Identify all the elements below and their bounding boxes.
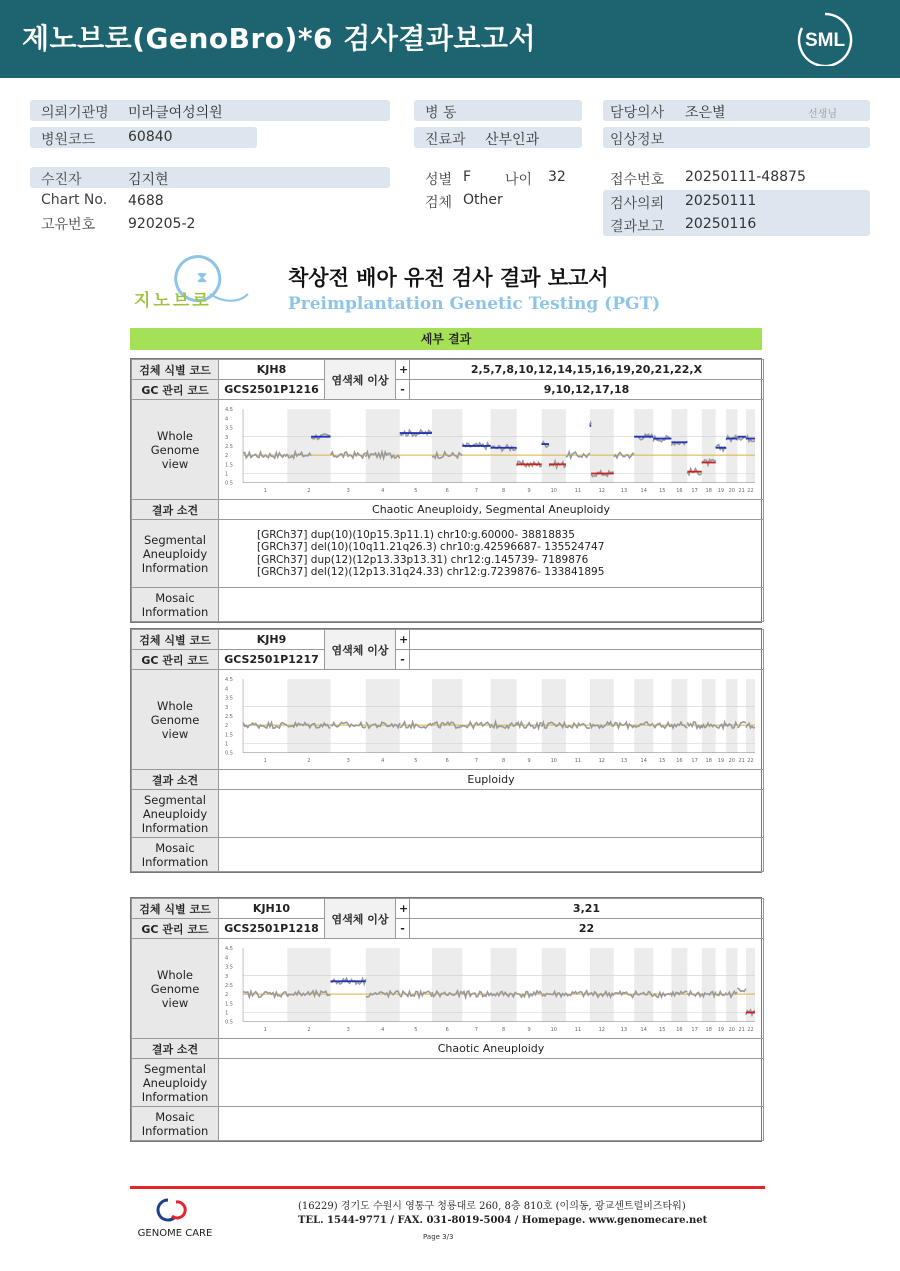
segmental-label-line: Information — [141, 1089, 209, 1104]
gc-code-label: GC 관리 코드 — [132, 650, 219, 670]
y-tick-label: 0.5 — [225, 1019, 233, 1026]
sample-table — [130, 897, 762, 1142]
whole-genome-label-line: view — [161, 726, 189, 741]
finding-value: Chaotic Aneuploidy — [219, 1039, 764, 1059]
sample-code-value: KJH10 — [219, 899, 325, 919]
footer-contact: TEL. 1544-9771 / FAX. 031-8019-5004 / Homepage. www.genomecare.net — [298, 1215, 708, 1226]
footer-address: (16229) 경기도 수원시 영통구 청룡대로 260, 8층 810호 (이의동, 광교센트럴비즈타워) — [298, 1201, 686, 1212]
chromosome-band — [726, 948, 737, 1022]
sample-code-value: KJH9 — [219, 630, 325, 650]
x-tick-label: 10 — [550, 1026, 557, 1033]
y-tick-label: 4.5 — [225, 676, 233, 683]
chart-label: Chart No. — [41, 192, 108, 208]
chrom-abn-label: 염색체 이상 — [325, 630, 396, 670]
y-tick-label: 3.5 — [225, 964, 233, 971]
gain-chromosomes: 3,21 — [410, 899, 764, 919]
ward-label: 병 동 — [425, 105, 457, 121]
mosaic-label-line: Mosaic — [155, 590, 195, 605]
sml-logo — [796, 12, 854, 66]
age-label: 나이 — [505, 172, 533, 188]
requesting-org-value: 미라클여성의원 — [128, 105, 223, 121]
receipt-label: 접수번호 — [610, 172, 665, 188]
doctor-suffix: 선생님 — [808, 109, 837, 120]
segmental-row — [132, 790, 764, 838]
chromosome-band — [634, 679, 653, 753]
x-tick-label: 12 — [598, 487, 606, 494]
uid-value: 920205-2 — [128, 216, 196, 232]
x-tick-label: 1 — [263, 487, 267, 494]
x-tick-label: 17 — [691, 1026, 698, 1033]
x-tick-label: 1 — [263, 757, 267, 764]
y-tick-label: 3.5 — [225, 695, 233, 702]
mosaic-value — [219, 838, 764, 872]
y-tick-label: 1.5 — [225, 731, 233, 738]
footer-address-block — [298, 1200, 707, 1228]
x-tick-label: 15 — [659, 487, 666, 494]
x-tick-label: 7 — [474, 1026, 479, 1033]
x-tick-label: 13 — [620, 487, 628, 494]
segmental-line: [GRCh37] dup(12)(12p13.33p13.31) chr12:g.145739- 7189876 — [257, 553, 589, 566]
copy-number-trace — [737, 988, 746, 992]
x-tick-label: 10 — [550, 757, 557, 764]
whole-genome-row — [132, 400, 764, 500]
chart-value: 4688 — [128, 193, 164, 209]
chrom-abn-label: 염색체 이상 — [325, 360, 396, 400]
sex-value: F — [463, 169, 472, 185]
copy-number-trace — [653, 992, 671, 997]
segmental-value — [219, 520, 764, 588]
whole-genome-row — [132, 670, 764, 770]
x-tick-label: 2 — [307, 1026, 311, 1033]
x-tick-label: 14 — [640, 487, 647, 494]
report-label: 결과보고 — [610, 219, 665, 235]
x-tick-label: 10 — [550, 487, 557, 494]
uid-label: 고유번호 — [41, 217, 96, 233]
dept-label: 진료과 — [425, 132, 466, 148]
x-tick-label: 20 — [728, 757, 735, 764]
chromosome-band — [366, 679, 400, 753]
segmental-value — [219, 790, 764, 838]
sample-code-label: 검체 식별 코드 — [132, 360, 219, 380]
finding-row — [132, 770, 764, 790]
x-tick-label: 6 — [445, 487, 449, 494]
copy-number-trace — [614, 722, 634, 728]
whole-genome-plot-cell — [219, 400, 764, 500]
chromosome-band — [287, 409, 330, 483]
mosaic-row — [132, 838, 764, 872]
chromosome-band — [671, 409, 687, 483]
gc-code-value: GCS2501P1218 — [219, 919, 325, 939]
gain-chromosomes: 2,5,7,8,10,12,14,15,16,19,20,21,22,X — [410, 360, 764, 380]
chromosome-band — [702, 409, 716, 483]
x-tick-label: 18 — [705, 487, 712, 494]
x-tick-label: 4 — [381, 1026, 385, 1033]
mosaic-label-line: Mosaic — [155, 840, 195, 855]
x-tick-label: 8 — [502, 1026, 506, 1033]
loss-sign: - — [396, 919, 410, 939]
y-tick-label: 0.5 — [225, 750, 233, 757]
sml-logo-text: SML — [804, 30, 846, 51]
x-tick-label: 16 — [676, 757, 683, 764]
requesting-org-label: 의뢰기관명 — [41, 105, 109, 121]
mosaic-label-line: Mosaic — [155, 1109, 195, 1124]
chromosome-band — [432, 679, 462, 753]
x-tick-label: 19 — [717, 1026, 725, 1033]
x-tick-label: 20 — [728, 1026, 735, 1033]
x-tick-label: 9 — [527, 487, 531, 494]
whole-genome-label-line: Genome — [150, 442, 200, 457]
x-tick-label: 5 — [414, 1026, 418, 1033]
whole-genome-label — [132, 670, 219, 770]
x-tick-label: 14 — [640, 757, 647, 764]
whole-genome-plot — [223, 673, 759, 767]
finding-label: 결과 소견 — [132, 770, 219, 790]
segmental-label — [132, 1059, 219, 1107]
finding-value: Euploidy — [219, 770, 764, 790]
pgt-title-en: Preimplantation Genetic Testing (PGT) — [288, 294, 661, 314]
y-tick-label: 1 — [225, 471, 229, 478]
sample-code-row — [132, 899, 764, 919]
genobro-logo — [130, 254, 250, 314]
chromosome-band — [366, 948, 400, 1022]
x-tick-label: 6 — [445, 757, 449, 764]
whole-genome-plot-cell — [219, 939, 764, 1039]
hospital-code-label: 병원코드 — [41, 132, 96, 148]
chromosome-band — [726, 679, 737, 753]
loss-chromosomes: 9,10,12,17,18 — [410, 380, 764, 400]
x-tick-label: 5 — [414, 487, 418, 494]
x-tick-label: 2 — [307, 487, 311, 494]
clinical-label: 임상정보 — [610, 132, 665, 148]
chromosome-band — [491, 679, 517, 753]
segmental-label — [132, 520, 219, 588]
mosaic-value — [219, 588, 764, 622]
loss-chromosomes: 22 — [410, 919, 764, 939]
chromosome-band — [542, 679, 566, 753]
finding-label: 결과 소견 — [132, 500, 219, 520]
sample-result-table — [131, 359, 764, 622]
whole-genome-row — [132, 939, 764, 1039]
finding-value: Chaotic Aneuploidy, Segmental Aneuploidy — [219, 500, 764, 520]
x-tick-label: 1 — [263, 1026, 267, 1033]
chromosome-band — [746, 409, 755, 483]
request-date: 20250111 — [685, 193, 757, 209]
hospital-code-value: 60840 — [128, 129, 173, 145]
x-tick-label: 22 — [747, 487, 754, 494]
chromosome-band — [746, 679, 755, 753]
y-tick-label: 3 — [225, 434, 229, 441]
x-tick-label: 17 — [691, 487, 698, 494]
segmental-row — [132, 520, 764, 588]
segmental-row — [132, 1059, 764, 1107]
whole-genome-label-line: Whole — [157, 967, 193, 982]
x-tick-label: 9 — [527, 757, 531, 764]
whole-genome-label — [132, 939, 219, 1039]
sample-code-row — [132, 360, 764, 380]
gc-code-label: GC 관리 코드 — [132, 380, 219, 400]
doctor-value: 조은별 — [685, 105, 726, 121]
chromosome-band — [432, 948, 462, 1022]
y-tick-label: 1.5 — [225, 461, 233, 468]
segmental-label — [132, 790, 219, 838]
gc-code-row — [132, 919, 764, 939]
genome-care-text: GENOME CARE — [137, 1228, 213, 1239]
copy-number-trace — [566, 723, 590, 728]
segmental-label-line: Information — [141, 820, 209, 835]
segmental-label-line: Aneuploidy — [142, 806, 208, 821]
segmental-label-line: Segmental — [144, 792, 206, 807]
gc-code-label: GC 관리 코드 — [132, 919, 219, 939]
whole-genome-label — [132, 400, 219, 500]
x-tick-label: 11 — [574, 757, 582, 764]
chromosome-band — [366, 409, 400, 483]
y-tick-label: 2 — [225, 452, 229, 459]
genobro-logo-text: 지노브로 — [134, 291, 212, 311]
loss-sign: - — [396, 380, 410, 400]
chromosome-band — [287, 679, 330, 753]
footer-divider — [130, 1186, 765, 1189]
x-tick-label: 6 — [445, 1026, 449, 1033]
x-tick-label: 4 — [381, 757, 385, 764]
sample-table — [130, 358, 762, 623]
y-tick-label: 4.5 — [225, 406, 233, 413]
segmental-label-line: Segmental — [144, 532, 206, 547]
patient-value: 김지현 — [128, 172, 169, 188]
whole-genome-plot — [223, 942, 759, 1036]
x-tick-label: 12 — [598, 1026, 606, 1033]
sample-code-label: 검체 식별 코드 — [132, 899, 219, 919]
y-tick-label: 0.5 — [225, 480, 233, 487]
copy-number-trace — [716, 991, 726, 995]
page-number: Page 3/3 — [423, 1233, 454, 1241]
sample-code-label: 검체 식별 코드 — [132, 630, 219, 650]
sample-result-table — [131, 629, 764, 872]
chromosome-band — [702, 948, 716, 1022]
x-tick-label: 4 — [381, 487, 385, 494]
x-tick-label: 14 — [640, 1026, 647, 1033]
report-date: 20250116 — [685, 216, 757, 232]
x-tick-label: 17 — [691, 757, 698, 764]
sample-code-row — [132, 630, 764, 650]
chromosome-band — [590, 679, 614, 753]
loss-chromosomes — [410, 650, 764, 670]
gc-code-row — [132, 650, 764, 670]
segmental-line: [GRCh37] del(10)(10q11.21q26.3) chr10:g.42596687- 135524747 — [257, 541, 605, 553]
chromosome-band — [634, 409, 653, 483]
y-tick-label: 1.5 — [225, 1000, 233, 1007]
y-tick-label: 1 — [225, 1010, 229, 1017]
mosaic-label — [132, 588, 219, 622]
chromosome-band — [726, 409, 737, 483]
x-tick-label: 15 — [659, 757, 666, 764]
whole-genome-plot — [223, 403, 759, 497]
y-tick-label: 3.5 — [225, 425, 233, 432]
x-tick-label: 3 — [346, 1026, 350, 1033]
detail-results-header: 세부 결과 — [130, 328, 762, 350]
gc-code-row — [132, 380, 764, 400]
segmental-line: [GRCh37] dup(10)(10p15.3p11.1) chr10:g.60000- 38818835 — [257, 528, 575, 541]
chromosome-band — [542, 948, 566, 1022]
pgt-title-ko: 착상전 배아 유전 검사 결과 보고서 — [288, 266, 609, 290]
whole-genome-label-line: Whole — [157, 428, 193, 443]
x-tick-label: 18 — [705, 757, 712, 764]
x-tick-label: 13 — [620, 757, 628, 764]
chromosome-band — [671, 679, 687, 753]
mosaic-row — [132, 588, 764, 622]
mosaic-label-line: Information — [141, 1123, 209, 1138]
y-tick-label: 4 — [225, 685, 229, 692]
x-tick-label: 19 — [717, 757, 725, 764]
x-tick-label: 7 — [474, 487, 479, 494]
x-tick-label: 3 — [346, 757, 350, 764]
loss-sign: - — [396, 650, 410, 670]
x-tick-label: 12 — [598, 757, 606, 764]
y-tick-label: 4 — [225, 954, 229, 961]
x-tick-label: 22 — [747, 1026, 754, 1033]
x-tick-label: 5 — [414, 757, 418, 764]
x-tick-label: 16 — [676, 487, 683, 494]
segmental-label-line: Aneuploidy — [142, 1075, 208, 1090]
x-tick-label: 21 — [738, 487, 745, 494]
mosaic-row — [132, 1107, 764, 1141]
genome-care-logo — [128, 1196, 223, 1240]
x-tick-label: 11 — [574, 487, 582, 494]
whole-genome-label-line: Whole — [157, 698, 193, 713]
patient-label: 수진자 — [41, 172, 82, 188]
gain-chromosomes — [410, 630, 764, 650]
x-tick-label: 21 — [738, 757, 745, 764]
specimen-value: Other — [463, 192, 503, 208]
y-tick-label: 3 — [225, 973, 229, 980]
x-tick-label: 11 — [574, 1026, 582, 1033]
segmental-label-line: Aneuploidy — [142, 546, 208, 561]
y-tick-label: 4 — [225, 415, 229, 422]
chromosome-band — [634, 948, 653, 1022]
mosaic-label-line: Information — [141, 854, 209, 869]
finding-row — [132, 1039, 764, 1059]
chromosome-band — [590, 948, 614, 1022]
mosaic-label — [132, 838, 219, 872]
segmental-label-line: Information — [141, 560, 209, 575]
y-tick-label: 1 — [225, 741, 229, 748]
chromosome-band — [432, 409, 462, 483]
chromosome-band — [671, 948, 687, 1022]
receipt-value: 20250111-48875 — [685, 169, 806, 185]
sample-result-table — [131, 898, 764, 1141]
patient-row — [30, 167, 390, 188]
whole-genome-label-line: Genome — [150, 712, 200, 727]
svg-text:⧗: ⧗ — [197, 270, 207, 286]
request-label: 검사의뢰 — [610, 196, 665, 212]
sample-table — [130, 628, 762, 873]
sex-label: 성별 — [425, 172, 453, 188]
whole-genome-plot-cell — [219, 670, 764, 770]
gain-sign: + — [396, 360, 410, 380]
doctor-label: 담당의사 — [610, 105, 665, 121]
y-tick-label: 4.5 — [225, 945, 233, 952]
mosaic-value — [219, 1107, 764, 1141]
gain-sign: + — [396, 899, 410, 919]
y-tick-label: 2.5 — [225, 982, 233, 989]
segmental-label-line: Segmental — [144, 1061, 206, 1076]
finding-label: 결과 소견 — [132, 1039, 219, 1059]
x-tick-label: 21 — [738, 1026, 745, 1033]
x-tick-label: 13 — [620, 1026, 628, 1033]
gc-code-value: GCS2501P1216 — [219, 380, 325, 400]
whole-genome-label-line: Genome — [150, 981, 200, 996]
chromosome-band — [491, 948, 517, 1022]
finding-row — [132, 500, 764, 520]
chromosome-band — [702, 679, 716, 753]
y-tick-label: 2.5 — [225, 443, 233, 450]
x-tick-label: 19 — [717, 487, 725, 494]
y-tick-label: 2 — [225, 991, 229, 998]
y-tick-label: 2 — [225, 722, 229, 729]
chromosome-band — [287, 948, 330, 1022]
x-tick-label: 16 — [676, 1026, 683, 1033]
mosaic-label — [132, 1107, 219, 1141]
x-tick-label: 20 — [728, 487, 735, 494]
dept-value: 산부인과 — [485, 132, 540, 148]
x-tick-label: 22 — [747, 757, 754, 764]
copy-number-trace — [566, 990, 590, 995]
x-tick-label: 8 — [502, 757, 506, 764]
x-tick-label: 2 — [307, 757, 311, 764]
chrom-abn-label: 염색체 이상 — [325, 899, 396, 939]
x-tick-label: 3 — [346, 487, 350, 494]
segmental-line: [GRCh37] del(12)(12p13.31q24.33) chr12:g.7239876- 133841895 — [257, 566, 605, 578]
x-tick-label: 9 — [527, 1026, 531, 1033]
segmental-value — [219, 1059, 764, 1107]
gc-code-value: GCS2501P1217 — [219, 650, 325, 670]
whole-genome-label-line: view — [161, 456, 189, 471]
whole-genome-label-line: view — [161, 995, 189, 1010]
y-tick-label: 2.5 — [225, 713, 233, 720]
report-header — [0, 0, 900, 78]
y-tick-label: 3 — [225, 704, 229, 711]
copy-number-trace — [243, 452, 287, 458]
age-value: 32 — [548, 169, 566, 185]
x-tick-label: 7 — [474, 757, 479, 764]
specimen-label: 검체 — [425, 195, 453, 211]
gain-sign: + — [396, 630, 410, 650]
report-title: 제노브로(GenoBro)*6 검사결과보고서 — [22, 22, 537, 55]
sample-code-value: KJH8 — [219, 360, 325, 380]
mosaic-label-line: Information — [141, 604, 209, 619]
x-tick-label: 15 — [659, 1026, 666, 1033]
x-tick-label: 18 — [705, 1026, 712, 1033]
x-tick-label: 8 — [502, 487, 506, 494]
